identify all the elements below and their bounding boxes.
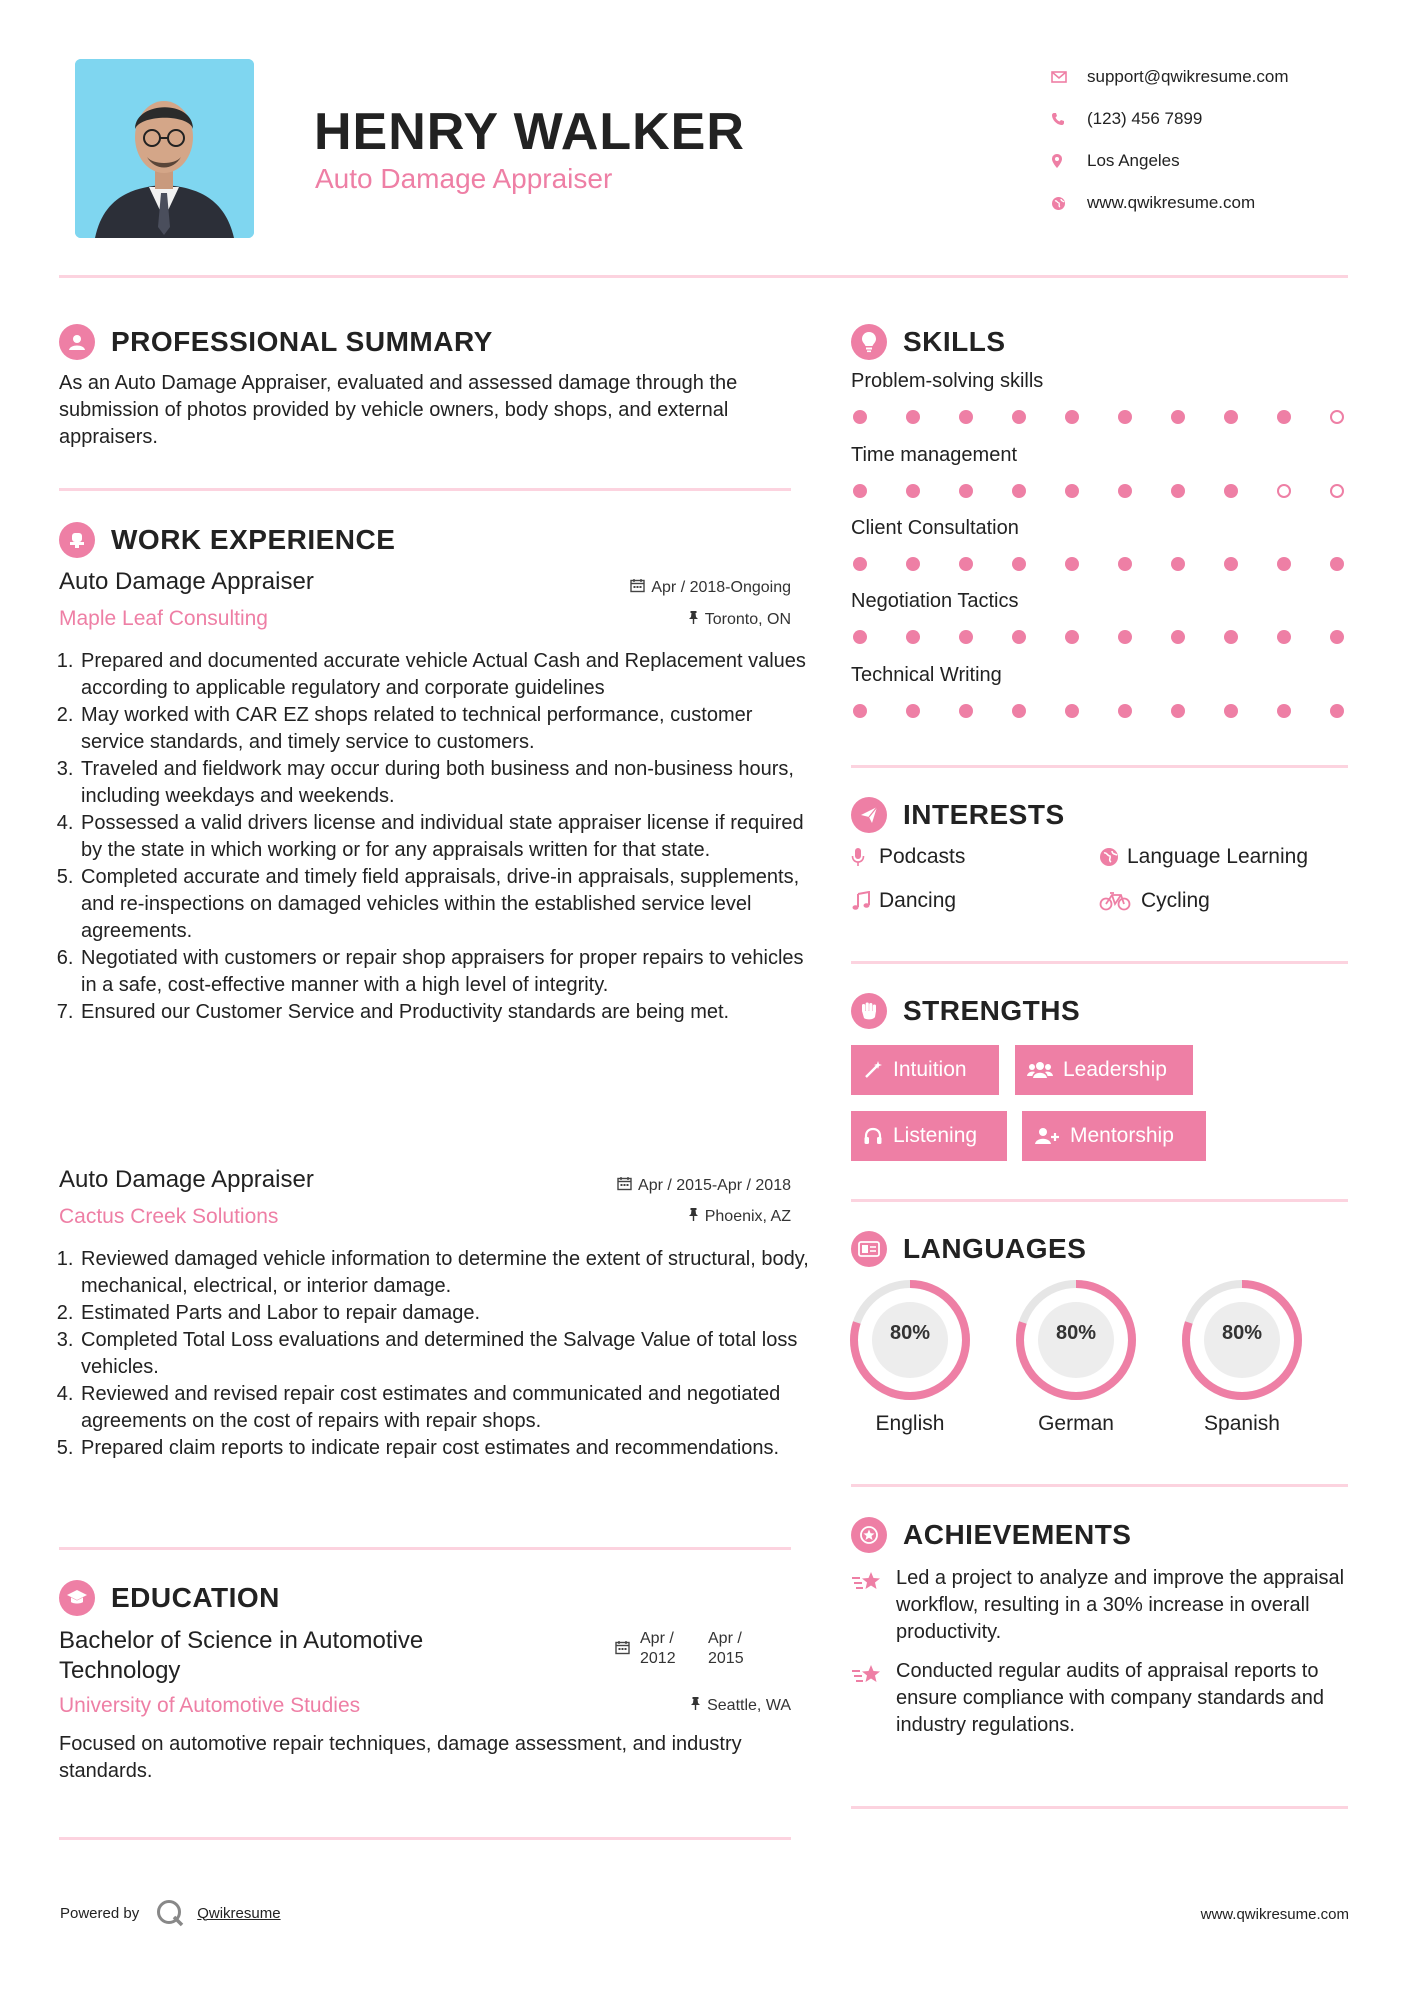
duty-item: 3. Traveled and fieldwork may occur during both business and non-business hours, including weekdays and weekends.: [79, 756, 811, 810]
skill-dot-filled: [959, 630, 973, 644]
skills-divider: [851, 765, 1348, 768]
bicycle-icon: [1099, 891, 1141, 911]
language-english: [840, 1278, 980, 1436]
language-percent: 80%: [1221, 1322, 1263, 1344]
globe-icon: [1051, 196, 1087, 211]
contact-website-row[interactable]: [1051, 182, 1381, 224]
calendar-icon: [617, 1176, 632, 1196]
header-divider: [59, 275, 1348, 278]
education-school: University of Automotive Studies: [59, 1694, 361, 1717]
skill-dot-filled: [1118, 410, 1132, 424]
strength-badge-intuition: [851, 1045, 999, 1095]
duty-item: 2. Estimated Parts and Labor to repair damage.: [79, 1300, 811, 1327]
language-name: Spanish: [1204, 1412, 1280, 1435]
skill-dot-filled: [906, 484, 920, 498]
duty-item: 4. Possessed a valid drivers license and individual state appraiser license if required by the state in which working or for any appraisals written for that state.: [79, 810, 811, 864]
job-2-dates: [500, 1176, 791, 1196]
contact-email: support@qwikresume.com: [1087, 67, 1289, 86]
skills-title: SKILLS: [903, 326, 1006, 357]
interest-label: Podcasts: [879, 845, 966, 868]
skill-name: Negotiation Tactics: [851, 590, 1019, 612]
microphone-icon: [851, 847, 879, 867]
interests-divider: [851, 961, 1348, 964]
skill-dot-empty: [1330, 484, 1344, 498]
skill-dot-filled: [853, 557, 867, 571]
education-start: [640, 1629, 698, 1669]
achievement-item: [851, 1658, 1351, 1739]
interest-label: Dancing: [879, 889, 957, 912]
paper-plane-icon: [851, 797, 887, 833]
footer-website[interactable]: www.qwikresume.com: [1200, 1906, 1349, 1923]
education-divider: [59, 1837, 791, 1840]
skill-dot-filled: [1277, 410, 1291, 424]
skill-name: Client Consultation: [851, 517, 1019, 539]
skill-dot-filled: [1224, 557, 1238, 571]
job-2-date-text: Apr / 2015-Apr / 2018: [638, 1177, 791, 1194]
skill-dot-filled: [1065, 484, 1079, 498]
interest-cycling: [1099, 889, 1210, 913]
skill-dot-filled: [1171, 484, 1185, 498]
skill-dot-filled: [959, 557, 973, 571]
interests-title: INTERESTS: [903, 799, 1065, 830]
interest-dancing: [851, 889, 956, 913]
skill-dot-filled: [906, 704, 920, 718]
experience-divider: [59, 1547, 791, 1550]
skill-dot-filled: [1065, 630, 1079, 644]
pushpin-icon: [690, 1696, 701, 1716]
duty-item: 1. Prepared and documented accurate vehicle Actual Cash and Replacement values according to applicable regulatory and corporate guidelines: [79, 648, 811, 702]
skill-dot-filled: [1118, 484, 1132, 498]
skill-dot-filled: [1224, 410, 1238, 424]
skill-dot-filled: [1065, 557, 1079, 571]
skills-heading: [851, 324, 1006, 360]
summary-title: PROFESSIONAL SUMMARY: [111, 326, 493, 357]
skill-dot-filled: [1012, 484, 1026, 498]
job-1-title: Auto Damage Appraiser: [59, 568, 314, 595]
skill-dot-filled: [1065, 410, 1079, 424]
strengths-title: STRENGTHS: [903, 995, 1081, 1026]
skill-dot-filled: [906, 557, 920, 571]
job-1-company: Maple Leaf Consulting: [59, 607, 268, 630]
strengths-heading: [851, 993, 1080, 1029]
skill-name: Technical Writing: [851, 664, 1002, 686]
education-dates: [615, 1629, 744, 1669]
strengths-divider: [851, 1199, 1348, 1202]
envelope-icon: [1051, 71, 1087, 83]
skill-dot-filled: [906, 630, 920, 644]
calendar-icon: [615, 1629, 630, 1660]
skill-dot-filled: [906, 410, 920, 424]
education-start-year: 2012: [640, 1650, 676, 1667]
skill-dot-filled: [1277, 557, 1291, 571]
skill-name: Time management: [851, 444, 1017, 466]
skill-dot-filled: [853, 410, 867, 424]
pushpin-icon: [688, 610, 699, 630]
education-location-text: Seattle, WA: [707, 1697, 791, 1714]
contact-email-row[interactable]: [1051, 56, 1381, 98]
language-spanish: [1172, 1278, 1312, 1436]
job-1-duties: [59, 648, 811, 1026]
education-degree: Bachelor of Science in Automotive Technology: [59, 1627, 424, 1684]
experience-title: WORK EXPERIENCE: [111, 524, 396, 555]
job-2-company: Cactus Creek Solutions: [59, 1205, 279, 1228]
achievements-heading: [851, 1517, 1131, 1553]
qwikresume-logo-icon: [155, 1898, 185, 1928]
strength-badge-leadership: [1015, 1045, 1193, 1095]
skill-dot-filled: [853, 630, 867, 644]
skill-dot-filled: [959, 410, 973, 424]
skill-dot-filled: [1171, 630, 1185, 644]
skill-dot-filled: [853, 484, 867, 498]
shooting-star-icon: [851, 1658, 896, 1739]
job-2-title: Auto Damage Appraiser: [59, 1166, 314, 1193]
interest-label: Cycling: [1141, 889, 1210, 912]
lightbulb-icon: [851, 324, 887, 360]
skill-rating: [851, 628, 1347, 648]
footer-powered-by: [60, 1898, 281, 1928]
skill-dot-filled: [1330, 557, 1344, 571]
education-description: Focused on automotive repair techniques, damage assessment, and industry standards.: [59, 1733, 742, 1782]
duty-item: 7. Ensured our Customer Service and Productivity standards are being met.: [79, 999, 811, 1026]
skill-rating: [851, 702, 1347, 722]
language-percent: 80%: [1055, 1322, 1097, 1344]
skill-dot-filled: [1330, 704, 1344, 718]
globe-icon: [1099, 847, 1127, 867]
skill-dot-filled: [1118, 630, 1132, 644]
education-end-month: Apr /: [708, 1630, 742, 1647]
skill-dot-filled: [1277, 704, 1291, 718]
education-end-year: 2015: [708, 1650, 744, 1667]
language-name: German: [1038, 1412, 1114, 1435]
job-2-duties: [59, 1246, 811, 1462]
summary-divider: [59, 488, 791, 491]
contact-website: www.qwikresume.com: [1087, 193, 1256, 212]
job-2-location: [500, 1207, 791, 1227]
language-german: [1006, 1278, 1146, 1436]
skill-dot-filled: [1224, 630, 1238, 644]
job-1-location: [500, 610, 791, 630]
achievement-text: Led a project to analyze and improve the appraisal workflow, resulting in a 30% increase in overall productivity.: [896, 1567, 1345, 1643]
education-start-month: Apr /: [640, 1630, 674, 1647]
duty-item: 3. Completed Total Loss evaluations and determined the Salvage Value of total loss vehicles.: [79, 1327, 811, 1381]
language-percent: 80%: [889, 1322, 931, 1344]
duty-item: 6. Negotiated with customers or repair shop appraisers for proper repairs to vehicles in a safe, cost-effective manner with a high level of integrity.: [79, 945, 811, 999]
skill-dot-filled: [1065, 704, 1079, 718]
achievement-text: Conducted regular audits of appraisal reports to ensure compliance with company standards and industry regulations.: [896, 1660, 1325, 1736]
skill-name: Problem-solving skills: [851, 370, 1044, 392]
strength-label: Intuition: [893, 1058, 967, 1081]
star-badge-icon: [851, 1517, 887, 1553]
music-note-icon: [851, 891, 879, 911]
duty-item: 5. Completed accurate and timely field appraisals, drive-in appraisals, supplements, and re-inspections on damaged vehicles within the established service level agreements.: [79, 864, 811, 945]
duty-item: 1. Reviewed damaged vehicle information to determine the extent of structural, body, mechanical, electrical, or interior damage.: [79, 1246, 811, 1300]
strength-label: Leadership: [1063, 1058, 1167, 1081]
contact-location: Los Angeles: [1087, 151, 1180, 170]
education-heading: [59, 1580, 280, 1616]
qwikresume-link[interactable]: Qwikresume: [197, 1904, 281, 1922]
strength-badge-mentorship: [1022, 1111, 1206, 1161]
skill-dot-filled: [1277, 630, 1291, 644]
contact-location-row: [1051, 140, 1381, 182]
contact-phone: (123) 456 7899: [1087, 109, 1203, 128]
pushpin-icon: [688, 1207, 699, 1227]
headphones-icon: [863, 1126, 883, 1146]
skill-rating: [851, 408, 1347, 428]
skill-dot-empty: [1277, 484, 1291, 498]
job-1-location-text: Toronto, ON: [704, 611, 791, 628]
duty-item: 2. May worked with CAR EZ shops related to technical performance, customer service standards, and timely service to customers.: [79, 702, 811, 756]
interest-language-learning: [1099, 845, 1308, 869]
skill-dot-filled: [1012, 704, 1026, 718]
languages-title: LANGUAGES: [903, 1233, 1087, 1264]
strength-label: Mentorship: [1070, 1124, 1174, 1147]
job-1-date-text: Apr / 2018-Ongoing: [651, 579, 791, 596]
job-2-location-text: Phoenix, AZ: [704, 1208, 791, 1225]
education-location: [500, 1696, 791, 1716]
shooting-star-icon: [851, 1565, 896, 1646]
summary-text: As an Auto Damage Appraiser, evaluated and assessed damage through the submission of photos provided by vehicle owners, body shops, and external appraisers.: [59, 372, 738, 448]
skill-dot-filled: [853, 704, 867, 718]
map-pin-icon: [1051, 153, 1087, 169]
language-card-icon: [851, 1231, 887, 1267]
interests-heading: [851, 797, 1065, 833]
experience-heading: [59, 522, 395, 558]
strength-badge-listening: [851, 1111, 1007, 1161]
education-title: EDUCATION: [111, 1582, 280, 1613]
candidate-name: HENRY WALKER: [314, 103, 745, 161]
achievement-item: [851, 1565, 1351, 1646]
language-name: English: [875, 1412, 945, 1435]
skill-dot-filled: [1012, 410, 1026, 424]
skill-rating: [851, 555, 1347, 575]
powered-by-text: Powered by: [60, 1904, 140, 1922]
phone-icon: [1051, 112, 1087, 126]
languages-heading: [851, 1231, 1086, 1267]
briefcase-icon: [59, 522, 95, 558]
education-end: [708, 1629, 744, 1669]
achievements-title: ACHIEVEMENTS: [903, 1519, 1132, 1550]
interest-label: Language Learning: [1127, 845, 1309, 868]
profile-photo: [75, 59, 254, 238]
user-icon: [59, 324, 95, 360]
skill-dot-filled: [959, 704, 973, 718]
skill-dot-filled: [1171, 704, 1185, 718]
magic-wand-icon: [863, 1060, 883, 1080]
calendar-icon: [630, 578, 645, 598]
fist-icon: [851, 993, 887, 1029]
skill-dot-filled: [1171, 410, 1185, 424]
skill-dot-filled: [1012, 557, 1026, 571]
graduation-cap-icon: [59, 1580, 95, 1616]
interest-podcasts: [851, 845, 965, 869]
skill-dot-filled: [1330, 630, 1344, 644]
skill-dot-filled: [1118, 704, 1132, 718]
contact-phone-row[interactable]: [1051, 98, 1381, 140]
contact-info: [1051, 56, 1381, 224]
summary-heading: [59, 324, 493, 360]
skill-dot-empty: [1330, 410, 1344, 424]
achievements-divider: [851, 1806, 1348, 1809]
skill-rating: [851, 482, 1347, 502]
users-icon: [1027, 1060, 1053, 1080]
skill-dot-filled: [1118, 557, 1132, 571]
strength-label: Listening: [893, 1124, 978, 1147]
skill-dot-filled: [1171, 557, 1185, 571]
duty-item: 4. Reviewed and revised repair cost estimates and communicated and negotiated agreements on the cost of repairs with repair shops.: [79, 1381, 811, 1435]
skill-dot-filled: [1224, 484, 1238, 498]
candidate-role: Auto Damage Appraiser: [315, 163, 613, 194]
user-plus-icon: [1034, 1126, 1060, 1146]
skill-dot-filled: [1224, 704, 1238, 718]
job-1-dates: [500, 578, 791, 598]
skill-dot-filled: [1012, 630, 1026, 644]
skill-dot-filled: [959, 484, 973, 498]
duty-item: 5. Prepared claim reports to indicate repair cost estimates and recommendations.: [79, 1435, 811, 1462]
languages-divider: [851, 1484, 1348, 1487]
